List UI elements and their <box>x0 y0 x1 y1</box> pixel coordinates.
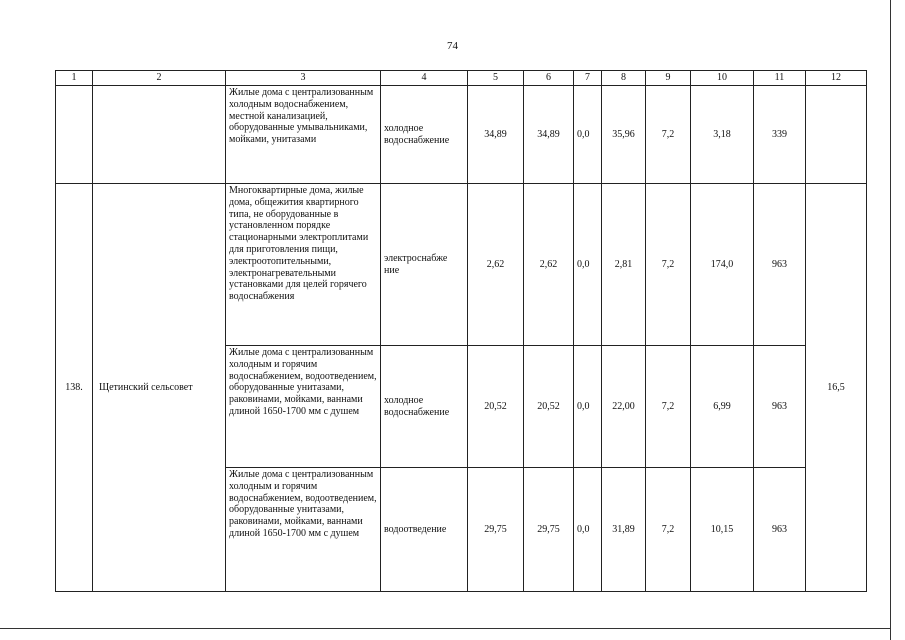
value-cell: 10,15 <box>691 468 754 592</box>
column-number: 12 <box>806 71 867 86</box>
value-cell: 2,62 <box>524 184 574 346</box>
row-number: 138. <box>56 184 93 592</box>
value-cell-12: 16,5 <box>806 184 867 592</box>
column-number: 5 <box>468 71 524 86</box>
value-cell: 7,2 <box>646 468 691 592</box>
tariff-table <box>55 70 867 592</box>
value-cell: 31,89 <box>602 468 646 592</box>
settlement-cell <box>93 86 226 184</box>
page-edge-line <box>0 628 890 629</box>
value-cell: 35,96 <box>602 86 646 184</box>
settlement-name: Щетинский сельсовет <box>93 184 226 592</box>
column-number: 4 <box>381 71 468 86</box>
value-cell: 7,2 <box>646 86 691 184</box>
page-edge-line <box>890 0 891 640</box>
value-cell: 0,0 <box>574 86 602 184</box>
column-number: 9 <box>646 71 691 86</box>
value-cell: 20,52 <box>524 346 574 468</box>
service-type: холодное водоснабжение <box>381 346 468 468</box>
service-type: водоотведение <box>381 468 468 592</box>
value-cell: 2,81 <box>602 184 646 346</box>
column-number-row <box>56 71 867 86</box>
value-cell: 963 <box>754 184 806 346</box>
column-number: 3 <box>226 71 381 86</box>
value-cell: 0,0 <box>574 184 602 346</box>
column-number: 10 <box>691 71 754 86</box>
column-number: 11 <box>754 71 806 86</box>
value-cell: 3,18 <box>691 86 754 184</box>
value-cell: 339 <box>754 86 806 184</box>
housing-description: Жилые дома с централизованным холодным и горячим водоснабжением, водоотведением, оборудованные унитазами, раковинами, мойками, ваннами длиной 1650-1700 мм с душем <box>226 346 381 468</box>
service-type: электроснабже ние <box>381 184 468 346</box>
housing-description: Жилые дома с централизованным холодным водоснабжением, местной канализацией, оборудованные умывальниками, мойками, унитазами <box>226 86 381 184</box>
value-cell: 0,0 <box>574 346 602 468</box>
value-cell: 20,52 <box>468 346 524 468</box>
value-cell: 0,0 <box>574 468 602 592</box>
value-cell: 963 <box>754 468 806 592</box>
column-number: 7 <box>574 71 602 86</box>
housing-description: Жилые дома с централизованным холодным и горячим водоснабжением, водоотведением, оборудованные унитазами, раковинами, мойками, ваннами длиной 1650-1700 мм с душем <box>226 468 381 592</box>
column-number: 8 <box>602 71 646 86</box>
value-cell: 22,00 <box>602 346 646 468</box>
column-number: 6 <box>524 71 574 86</box>
value-cell: 2,62 <box>468 184 524 346</box>
value-cell: 963 <box>754 346 806 468</box>
value-cell: 174,0 <box>691 184 754 346</box>
value-cell: 29,75 <box>468 468 524 592</box>
housing-description: Многоквартирные дома, жилые дома, общежития квартирного типа, не оборудованные в установленном порядке стационарными электроплитами для приготовления пищи, электроотопительными, электронагревательными установками для целей горячего водоснабжения <box>226 184 381 346</box>
column-number: 2 <box>93 71 226 86</box>
value-cell: 7,2 <box>646 184 691 346</box>
page-number: 74 <box>447 40 458 52</box>
value-cell: 29,75 <box>524 468 574 592</box>
service-type: холодное водоснабжение <box>381 86 468 184</box>
value-cell: 34,89 <box>468 86 524 184</box>
value-cell: 6,99 <box>691 346 754 468</box>
row-number-cell <box>56 86 93 184</box>
column-number: 1 <box>56 71 93 86</box>
value-cell: 34,89 <box>524 86 574 184</box>
value-cell <box>806 86 867 184</box>
table-row <box>56 86 867 184</box>
value-cell: 7,2 <box>646 346 691 468</box>
table-row <box>56 184 867 346</box>
